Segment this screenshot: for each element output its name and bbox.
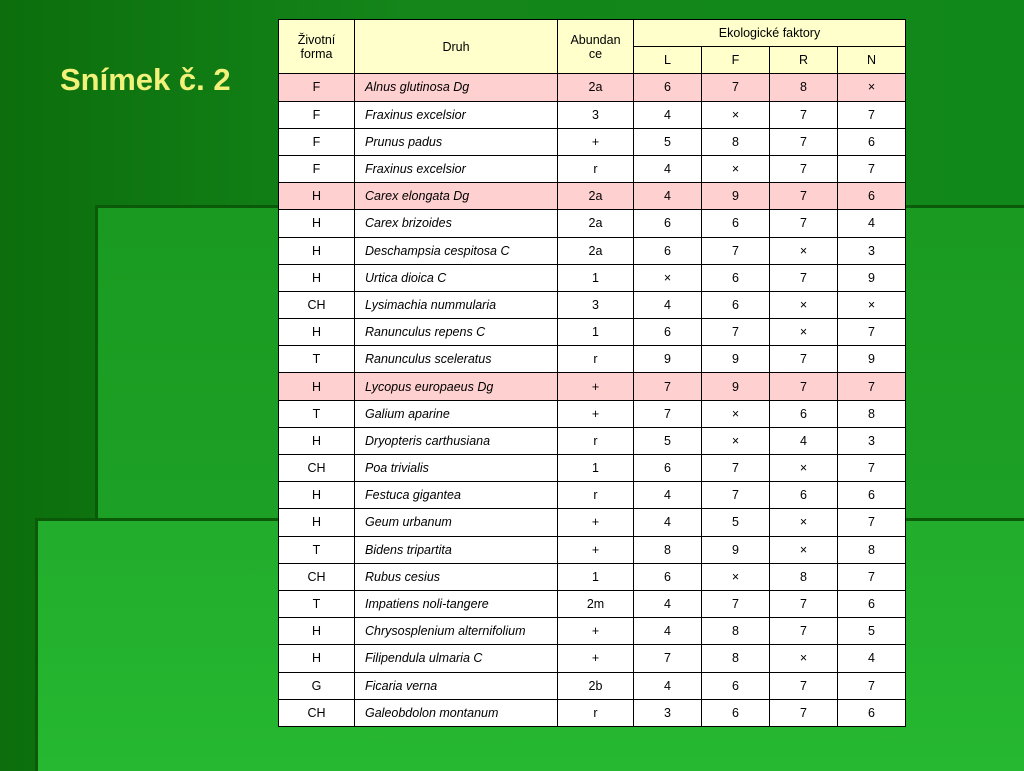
cell-L: 6 [634,74,702,101]
cell-zivotni-forma: H [279,645,355,672]
cell-L: 5 [634,128,702,155]
cell-abundance: + [558,400,634,427]
cell-N: 6 [838,699,906,726]
cell-N: 7 [838,672,906,699]
cell-N: 7 [838,563,906,590]
cell-abundance: + [558,373,634,400]
cell-druh: Filipendula ulmaria C [355,645,558,672]
cell-zivotni-forma: H [279,264,355,291]
cell-abundance: + [558,509,634,536]
cell-abundance: r [558,346,634,373]
cell-druh: Ranunculus sceleratus [355,346,558,373]
cell-L: 6 [634,237,702,264]
cell-druh: Fraxinus excelsior [355,155,558,182]
cell-R: 8 [770,563,838,590]
cell-zivotni-forma: CH [279,455,355,482]
table-row [279,346,906,373]
cell-N: 3 [838,237,906,264]
cell-R: 7 [770,264,838,291]
species-table [278,19,906,727]
cell-L: 4 [634,509,702,536]
table-row [279,455,906,482]
header-F: F [702,47,770,74]
cell-druh: Geum urbanum [355,509,558,536]
cell-zivotni-forma: H [279,183,355,210]
cell-L: 9 [634,346,702,373]
table-row [279,536,906,563]
table-row [279,699,906,726]
cell-abundance: + [558,618,634,645]
cell-druh: Chrysosplenium alternifolium [355,618,558,645]
table-row [279,590,906,617]
cell-druh: Carex elongata Dg [355,183,558,210]
table-row [279,74,906,101]
cell-abundance: r [558,699,634,726]
cell-R: × [770,536,838,563]
cell-R: 7 [770,128,838,155]
cell-L: 4 [634,672,702,699]
cell-zivotni-forma: F [279,128,355,155]
cell-R: × [770,319,838,346]
cell-zivotni-forma: H [279,618,355,645]
cell-N: 9 [838,264,906,291]
table-row [279,400,906,427]
cell-R: 7 [770,699,838,726]
cell-abundance: 2b [558,672,634,699]
cell-N: 7 [838,155,906,182]
cell-N: 7 [838,455,906,482]
table-row [279,183,906,210]
cell-N: 6 [838,128,906,155]
cell-abundance: r [558,155,634,182]
cell-abundance: r [558,427,634,454]
cell-druh: Poa trivialis [355,455,558,482]
cell-R: 6 [770,482,838,509]
cell-zivotni-forma: H [279,482,355,509]
cell-zivotni-forma: H [279,319,355,346]
cell-druh: Ranunculus repens C [355,319,558,346]
cell-F: 9 [702,373,770,400]
cell-zivotni-forma: G [279,672,355,699]
cell-N: 7 [838,509,906,536]
header-N: N [838,47,906,74]
cell-abundance: 1 [558,319,634,346]
cell-abundance: 1 [558,455,634,482]
cell-L: 4 [634,291,702,318]
cell-zivotni-forma: F [279,155,355,182]
cell-druh: Festuca gigantea [355,482,558,509]
cell-R: 7 [770,346,838,373]
cell-abundance: 2a [558,74,634,101]
cell-zivotni-forma: T [279,536,355,563]
cell-L: 4 [634,183,702,210]
header-L: L [634,47,702,74]
cell-N: 6 [838,183,906,210]
cell-R: 7 [770,210,838,237]
cell-R: 4 [770,427,838,454]
cell-druh: Galeobdolon montanum [355,699,558,726]
table-row [279,237,906,264]
table-row [279,645,906,672]
cell-abundance: + [558,536,634,563]
cell-zivotni-forma: H [279,373,355,400]
cell-R: 7 [770,183,838,210]
cell-abundance: 3 [558,101,634,128]
header-abundance-label: Abundance [570,32,621,61]
cell-F: 6 [702,264,770,291]
table-row [279,563,906,590]
cell-F: 9 [702,346,770,373]
cell-F: 7 [702,455,770,482]
cell-L: 5 [634,427,702,454]
cell-abundance: + [558,128,634,155]
cell-L: 4 [634,482,702,509]
cell-zivotni-forma: CH [279,563,355,590]
cell-druh: Urtica dioica C [355,264,558,291]
table-row [279,264,906,291]
cell-F: 7 [702,319,770,346]
cell-F: 7 [702,237,770,264]
cell-abundance: 1 [558,563,634,590]
cell-druh: Impatiens noli-tangere [355,590,558,617]
cell-N: 3 [838,427,906,454]
cell-F: 7 [702,590,770,617]
cell-N: 7 [838,101,906,128]
cell-druh: Alnus glutinosa Dg [355,74,558,101]
cell-R: 7 [770,101,838,128]
slide-title: Snímek č. 2 [60,62,231,97]
cell-R: 7 [770,373,838,400]
cell-druh: Carex brizoides [355,210,558,237]
cell-F: 6 [702,291,770,318]
cell-R: × [770,237,838,264]
cell-N: 7 [838,373,906,400]
header-R: R [770,47,838,74]
cell-R: × [770,291,838,318]
cell-R: 7 [770,590,838,617]
species-table-body [279,74,906,727]
cell-zivotni-forma: H [279,427,355,454]
header-ekologicke-faktory: Ekologické faktory [634,20,906,47]
cell-zivotni-forma: CH [279,699,355,726]
cell-zivotni-forma: T [279,400,355,427]
cell-abundance: 2m [558,590,634,617]
cell-N: × [838,291,906,318]
table-row [279,210,906,237]
table-row [279,155,906,182]
cell-zivotni-forma: H [279,509,355,536]
cell-F: × [702,427,770,454]
cell-F: 9 [702,536,770,563]
cell-L: 6 [634,210,702,237]
cell-N: 8 [838,536,906,563]
cell-R: 7 [770,672,838,699]
cell-zivotni-forma: H [279,210,355,237]
cell-zivotni-forma: H [279,237,355,264]
cell-L: 6 [634,319,702,346]
cell-druh: Ficaria verna [355,672,558,699]
cell-F: × [702,155,770,182]
cell-druh: Deschampsia cespitosa C [355,237,558,264]
cell-zivotni-forma: T [279,346,355,373]
cell-N: 4 [838,645,906,672]
cell-F: × [702,400,770,427]
cell-druh: Dryopteris carthusiana [355,427,558,454]
header-zivotni-forma [279,20,355,74]
cell-L: 8 [634,536,702,563]
header-abundance [558,20,634,74]
cell-L: 6 [634,455,702,482]
table-row [279,482,906,509]
table-row [279,373,906,400]
cell-druh: Galium aparine [355,400,558,427]
cell-F: 7 [702,482,770,509]
cell-R: × [770,645,838,672]
header-druh: Druh [355,20,558,74]
cell-abundance: r [558,482,634,509]
cell-R: 8 [770,74,838,101]
cell-N: 6 [838,482,906,509]
cell-druh: Bidens tripartita [355,536,558,563]
cell-abundance: 1 [558,264,634,291]
cell-druh: Lysimachia nummularia [355,291,558,318]
cell-R: 7 [770,155,838,182]
header-zivotni-forma-label: Životní forma [297,32,336,61]
cell-F: 5 [702,509,770,536]
cell-L: 3 [634,699,702,726]
table-row [279,672,906,699]
cell-F: 8 [702,618,770,645]
cell-abundance: 2a [558,237,634,264]
cell-zivotni-forma: F [279,101,355,128]
cell-F: 6 [702,699,770,726]
cell-abundance: + [558,645,634,672]
table-row [279,509,906,536]
table-row [279,128,906,155]
cell-zivotni-forma: T [279,590,355,617]
cell-druh: Lycopus europaeus Dg [355,373,558,400]
cell-L: 4 [634,101,702,128]
cell-N: 6 [838,590,906,617]
cell-druh: Prunus padus [355,128,558,155]
cell-L: 7 [634,645,702,672]
cell-R: 7 [770,618,838,645]
cell-F: 8 [702,645,770,672]
cell-F: 9 [702,183,770,210]
cell-N: 4 [838,210,906,237]
cell-F: 6 [702,672,770,699]
table-row [279,319,906,346]
cell-zivotni-forma: CH [279,291,355,318]
cell-L: 4 [634,590,702,617]
cell-R: × [770,455,838,482]
cell-N: × [838,74,906,101]
table-row [279,618,906,645]
cell-F: × [702,563,770,590]
cell-R: × [770,509,838,536]
cell-F: 7 [702,74,770,101]
cell-druh: Rubus cesius [355,563,558,590]
table-row [279,101,906,128]
table-row [279,291,906,318]
cell-N: 5 [838,618,906,645]
cell-F: 6 [702,210,770,237]
cell-L: 7 [634,400,702,427]
cell-N: 7 [838,319,906,346]
cell-zivotni-forma: F [279,74,355,101]
cell-abundance: 2a [558,183,634,210]
cell-L: 4 [634,618,702,645]
cell-druh: Fraxinus excelsior [355,101,558,128]
cell-abundance: 2a [558,210,634,237]
cell-F: × [702,101,770,128]
cell-L: 6 [634,563,702,590]
table-row [279,427,906,454]
cell-N: 8 [838,400,906,427]
cell-F: 8 [702,128,770,155]
cell-abundance: 3 [558,291,634,318]
cell-R: 6 [770,400,838,427]
cell-L: 4 [634,155,702,182]
cell-N: 9 [838,346,906,373]
cell-L: × [634,264,702,291]
cell-L: 7 [634,373,702,400]
